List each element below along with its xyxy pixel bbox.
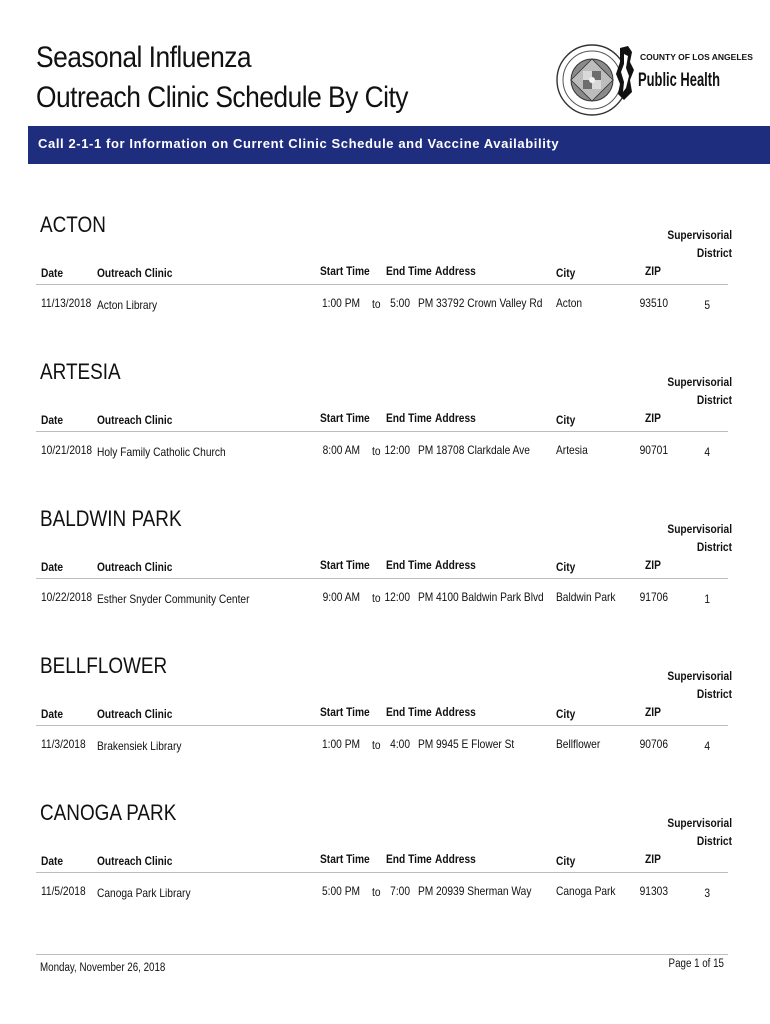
time-separator: to (372, 591, 381, 605)
city-header: City (556, 413, 576, 427)
clinic-header: Outreach Clinic (97, 854, 173, 868)
supervisorial-district: 1 (704, 592, 710, 606)
header-divider (36, 725, 728, 726)
city-header: City (556, 854, 576, 868)
date-header: Date (41, 707, 64, 721)
clinic-date: 10/22/2018 (41, 590, 93, 604)
clinic-date: 11/3/2018 (41, 737, 86, 751)
start-time: 1:00 PM (322, 296, 360, 310)
start-time: 8:00 AM (322, 443, 360, 457)
clinic-address: 4100 Baldwin Park Blvd (436, 590, 544, 604)
clinic-zip: 91303 (639, 884, 668, 898)
time-separator: to (372, 738, 381, 752)
title-line-2: Outreach Clinic Schedule By City (36, 81, 408, 114)
page-number: Page 1 of 15 (668, 958, 724, 970)
start-time: 5:00 PM (322, 884, 360, 898)
clinic-name: Esther Snyder Community Center (97, 592, 250, 606)
start-time-header: Start Time (320, 852, 370, 866)
footer-date: Monday, November 26, 2018 (40, 962, 166, 974)
banner-text: Call 2-1-1 for Information on Current Clinic Schedule and Vaccine Availability (38, 136, 560, 151)
supervisorial-district: 4 (704, 445, 710, 459)
end-time-header: End Time (386, 558, 432, 572)
end-time: 12:00 (384, 590, 411, 604)
time-separator: to (372, 444, 381, 458)
clinic-address: 33792 Crown Valley Rd (436, 296, 543, 310)
clinic-date: 11/5/2018 (41, 884, 86, 898)
clinic-zip: 93510 (639, 296, 668, 310)
address-header: Address (435, 852, 476, 866)
time-separator: to (372, 885, 381, 899)
clinic-zip: 91706 (639, 590, 668, 604)
start-time-header: Start Time (320, 411, 370, 425)
district-header: Supervisorial District (667, 816, 733, 848)
city-heading: ARTESIA (40, 359, 121, 384)
end-time: 7:00 (390, 884, 410, 898)
agency-name-text: Public Health (638, 70, 720, 91)
date-header: Date (41, 560, 64, 574)
header-divider (36, 284, 728, 285)
clinic-address: 9945 E Flower St (436, 737, 515, 751)
date-header: Date (41, 854, 64, 868)
end-time: 5:00 (390, 296, 410, 310)
end-time-header: End Time (386, 264, 432, 278)
supervisorial-district: 5 (704, 298, 710, 312)
end-time: 4:00 (390, 737, 410, 751)
city-section (0, 506, 770, 626)
end-time-period: PM (418, 590, 434, 604)
supervisorial-district: 4 (704, 739, 710, 753)
zip-header: ZIP (645, 558, 661, 572)
clinic-name: Acton Library (97, 298, 158, 312)
clinic-address: 18708 Clarkdale Ave (436, 443, 530, 457)
city-section (0, 212, 770, 332)
district-header: Supervisorial District (667, 669, 733, 701)
clinic-header: Outreach Clinic (97, 266, 173, 280)
public-health-logo (614, 42, 753, 106)
logo-mark-icon (614, 42, 753, 106)
zip-header: ZIP (645, 705, 661, 719)
city-header: City (556, 707, 576, 721)
clinic-name: Holy Family Catholic Church (97, 445, 226, 459)
clinic-city: Canoga Park (556, 884, 616, 898)
end-time-period: PM (418, 884, 434, 898)
end-time: 12:00 (384, 443, 411, 457)
header-divider (36, 431, 728, 432)
time-separator: to (372, 297, 381, 311)
city-section (0, 800, 770, 920)
clinic-city: Bellflower (556, 737, 601, 751)
clinic-header: Outreach Clinic (97, 413, 173, 427)
start-time-header: Start Time (320, 705, 370, 719)
info-banner (28, 126, 770, 164)
clinic-zip: 90701 (639, 443, 668, 457)
clinic-date: 10/21/2018 (41, 443, 93, 457)
address-header: Address (435, 705, 476, 719)
clinic-name: Brakensiek Library (97, 739, 182, 753)
start-time-header: Start Time (320, 558, 370, 572)
district-header: Supervisorial District (667, 375, 733, 407)
city-heading: CANOGA PARK (40, 800, 177, 825)
agency-top-text: COUNTY OF LOS ANGELES (640, 52, 753, 62)
address-header: Address (435, 558, 476, 572)
district-header: Supervisorial District (667, 522, 733, 554)
header-divider (36, 578, 728, 579)
clinic-city: Baldwin Park (556, 590, 616, 604)
start-time: 1:00 PM (322, 737, 360, 751)
footer-divider (36, 954, 728, 955)
district-header: Supervisorial District (667, 228, 733, 260)
city-heading: BELLFLOWER (40, 653, 168, 678)
clinic-city: Acton (556, 296, 583, 310)
end-time-header: End Time (386, 852, 432, 866)
date-header: Date (41, 413, 64, 427)
city-header: City (556, 266, 576, 280)
zip-header: ZIP (645, 411, 661, 425)
end-time-header: End Time (386, 411, 432, 425)
header-divider (36, 872, 728, 873)
clinic-date: 11/13/2018 (41, 296, 92, 310)
clinic-address: 20939 Sherman Way (436, 884, 532, 898)
title-line-1: Seasonal Influenza (36, 41, 252, 74)
clinic-zip: 90706 (639, 737, 668, 751)
zip-header: ZIP (645, 852, 661, 866)
clinic-header: Outreach Clinic (97, 560, 173, 574)
clinic-name: Canoga Park Library (97, 886, 191, 900)
start-time-header: Start Time (320, 264, 370, 278)
end-time-period: PM (418, 296, 434, 310)
page-title (36, 38, 408, 118)
zip-header: ZIP (645, 264, 661, 278)
start-time: 9:00 AM (322, 590, 360, 604)
city-heading: ACTON (40, 212, 106, 237)
city-heading: BALDWIN PARK (40, 506, 182, 531)
city-section (0, 653, 770, 773)
address-header: Address (435, 264, 476, 278)
clinic-city: Artesia (556, 443, 588, 457)
end-time-period: PM (418, 737, 434, 751)
address-header: Address (435, 411, 476, 425)
clinic-header: Outreach Clinic (97, 707, 173, 721)
end-time-period: PM (418, 443, 434, 457)
supervisorial-district: 3 (704, 886, 710, 900)
date-header: Date (41, 266, 64, 280)
city-section (0, 359, 770, 479)
city-header: City (556, 560, 576, 574)
end-time-header: End Time (386, 705, 432, 719)
